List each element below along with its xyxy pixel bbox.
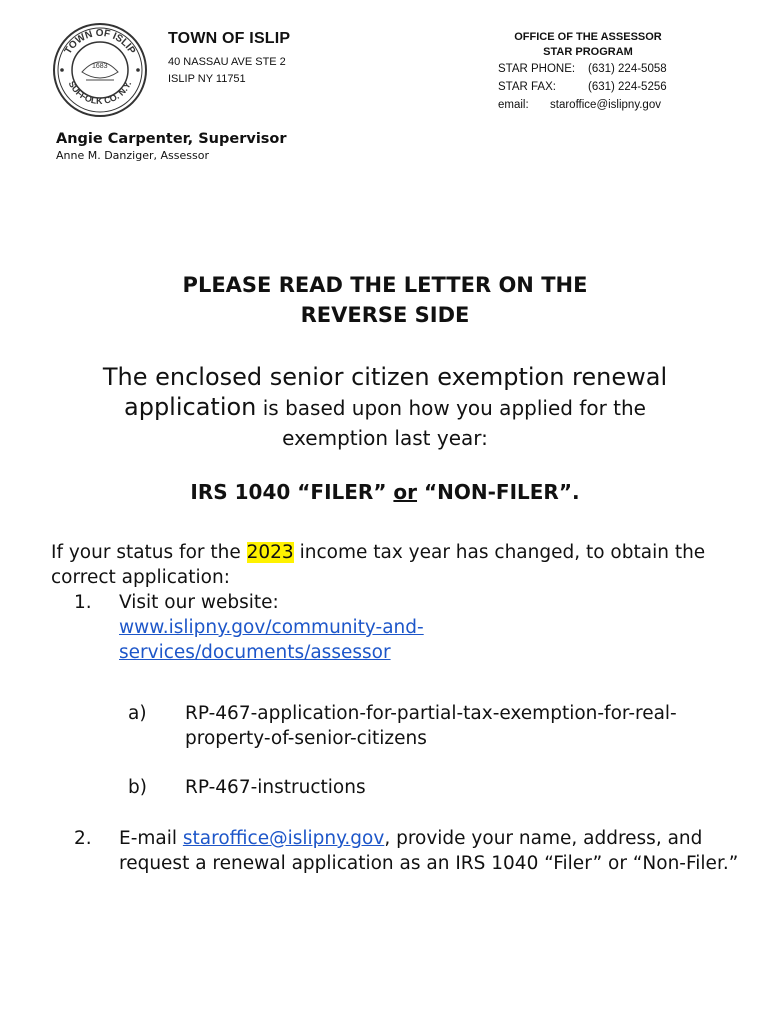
intro-line-3: exemption last year:: [282, 426, 488, 450]
phone-row: [498, 60, 698, 78]
status-or: or: [393, 480, 418, 504]
svg-text:TOWN OF ISLIP: TOWN OF ISLIP: [62, 27, 138, 57]
sub-item-label: b): [128, 777, 147, 798]
page-heading: [0, 270, 770, 330]
sub-item-b: [128, 775, 751, 800]
town-name: TOWN OF ISLIP: [168, 30, 291, 47]
assessor-website-link[interactable]: www.islipny.gov/community-and- services/documents/assessor: [119, 617, 424, 663]
intro-line-2-rest: is based upon how you applied for the: [256, 396, 646, 420]
heading-line-1: PLEASE READ THE LETTER ON THE: [182, 273, 588, 297]
svg-text:1683: 1683: [92, 63, 108, 70]
filer-status-line: [0, 480, 770, 504]
sub-item-text: RP-467-application-for-partial-tax-exemption-for-real-property-of-senior-citizens: [185, 703, 677, 749]
para-text-1: If your status for the: [51, 542, 247, 563]
staroffice-email-link[interactable]: staroffice@islipny.gov: [182, 828, 385, 849]
steps-list: [51, 590, 751, 876]
sub-item-label: a): [128, 703, 147, 724]
fax-value: (631) 224-5256: [588, 81, 667, 93]
sub-item-text: RP-467-instructions: [185, 777, 366, 798]
town-seal-logo: [52, 22, 148, 118]
item-text: [119, 590, 751, 665]
email-label: email:: [498, 99, 529, 111]
email-value: staroffice@islipny.gov: [550, 99, 661, 111]
fax-label: STAR FAX:: [498, 81, 556, 93]
program-title: STAR PROGRAM: [543, 46, 633, 58]
intro-application-word: application: [124, 393, 257, 421]
office-title: OFFICE OF THE ASSESSOR: [514, 31, 662, 43]
town-block: [168, 30, 290, 88]
heading-line-2: REVERSE SIDE: [300, 303, 470, 327]
para-text-2: income tax year has changed, to obtain the correct application:: [51, 542, 706, 588]
visit-website-text: Visit our website:: [119, 592, 279, 613]
sub-item-a: [128, 701, 751, 751]
status-filer: IRS 1040 “FILER”: [190, 480, 394, 504]
list-item: [51, 590, 751, 665]
instructions-paragraph: [51, 540, 751, 590]
item-number: 1.: [74, 592, 92, 613]
supervisor-name: Angie Carpenter, Supervisor: [56, 131, 287, 147]
email-row: [498, 96, 698, 114]
intro-line-2: [0, 392, 770, 423]
office-block: [498, 30, 698, 114]
svg-text:SUFFOLK CO. N.Y.: SUFFOLK CO. N.Y.: [66, 79, 134, 107]
phone-label: STAR PHONE:: [498, 63, 576, 75]
address-line-2: ISLIP NY 11751: [168, 73, 246, 85]
officials-block: [56, 131, 287, 162]
highlighted-year: 2023: [246, 542, 294, 563]
intro-text: [0, 362, 770, 453]
assessor-name: Anne M. Danziger, Assessor: [56, 149, 209, 162]
item-number: 2.: [74, 828, 92, 849]
list-item: [51, 826, 751, 876]
phone-value: (631) 224-5058: [588, 63, 667, 75]
intro-line-1: The enclosed senior citizen exemption renewal: [102, 363, 668, 391]
address-line-1: 40 NASSAU AVE STE 2: [168, 56, 286, 68]
fax-row: [498, 78, 698, 96]
item-text: E-mail staroffice@islipny.gov, provide your name, address, and request a renewal application as an IRS 1040 “Filer” or “Non-Filer.”: [119, 828, 739, 874]
status-non-filer: “NON-FILER”.: [417, 480, 580, 504]
